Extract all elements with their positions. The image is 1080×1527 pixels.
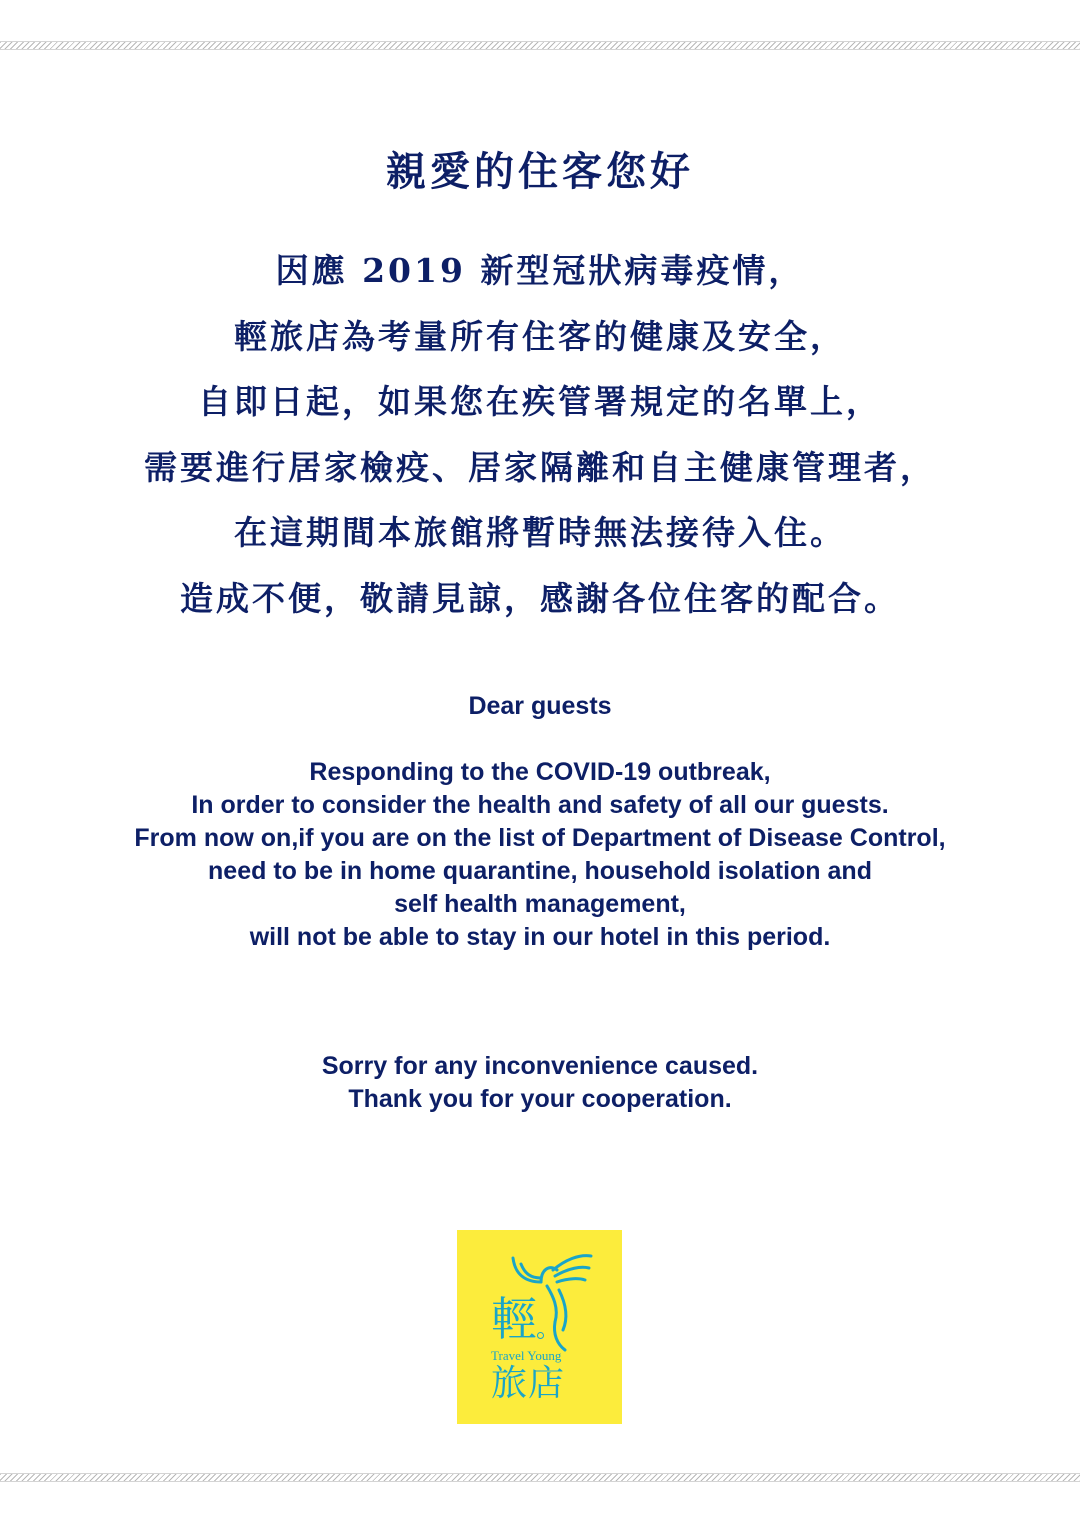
zh-notice-line: 需要進行居家檢疫、居家隔離和自主健康管理者， <box>144 447 936 487</box>
hotel-logo <box>457 1230 622 1424</box>
en-greeting: Dear guests <box>468 692 612 720</box>
en-notice-line: Responding to the COVID-19 outbreak, <box>309 758 771 786</box>
en-closing-line: Sorry for any inconvenience caused. <box>321 1052 759 1080</box>
logo-char-ludian: 旅店 <box>491 1363 566 1404</box>
zh-greeting-title: 親愛的住客您好 <box>386 148 694 195</box>
zh-notice-line: 在這期間本旅館將暫時無法接待入住。 <box>234 513 846 552</box>
en-closing <box>0 1050 1080 1116</box>
logo-dot <box>537 1332 544 1339</box>
en-closing-line: Thank you for your cooperation. <box>348 1085 732 1113</box>
en-notice-line: From now on,if you are on the list of Department of Disease Control, <box>134 824 946 852</box>
en-notice-line: need to be in home quarantine, household isolation and <box>208 857 872 885</box>
zh-notice-body <box>0 238 1080 631</box>
zh-notice-line: 因應 2019 新型冠狀病毒疫情， <box>275 251 805 290</box>
logo-char-qing: 輕 <box>491 1292 537 1346</box>
zh-notice-line: 造成不便，敬請見諒，感謝各位住客的配合。 <box>180 578 900 618</box>
en-notice-line: In order to consider the health and safety of all our guests. <box>191 791 889 819</box>
logo-subtitle: Travel Young <box>491 1348 562 1363</box>
en-notice-line: will not be able to stay in our hotel in this period. <box>249 923 831 951</box>
zh-notice-line: 自即日起，如果您在疾管署規定的名單上， <box>198 382 882 421</box>
top-decorative-border <box>0 41 1080 50</box>
en-notice-body <box>0 756 1080 954</box>
bottom-decorative-border <box>0 1473 1080 1482</box>
zh-notice-line: 輕旅店為考量所有住客的健康及安全， <box>234 316 846 356</box>
en-notice-line: self health management, <box>394 890 686 918</box>
